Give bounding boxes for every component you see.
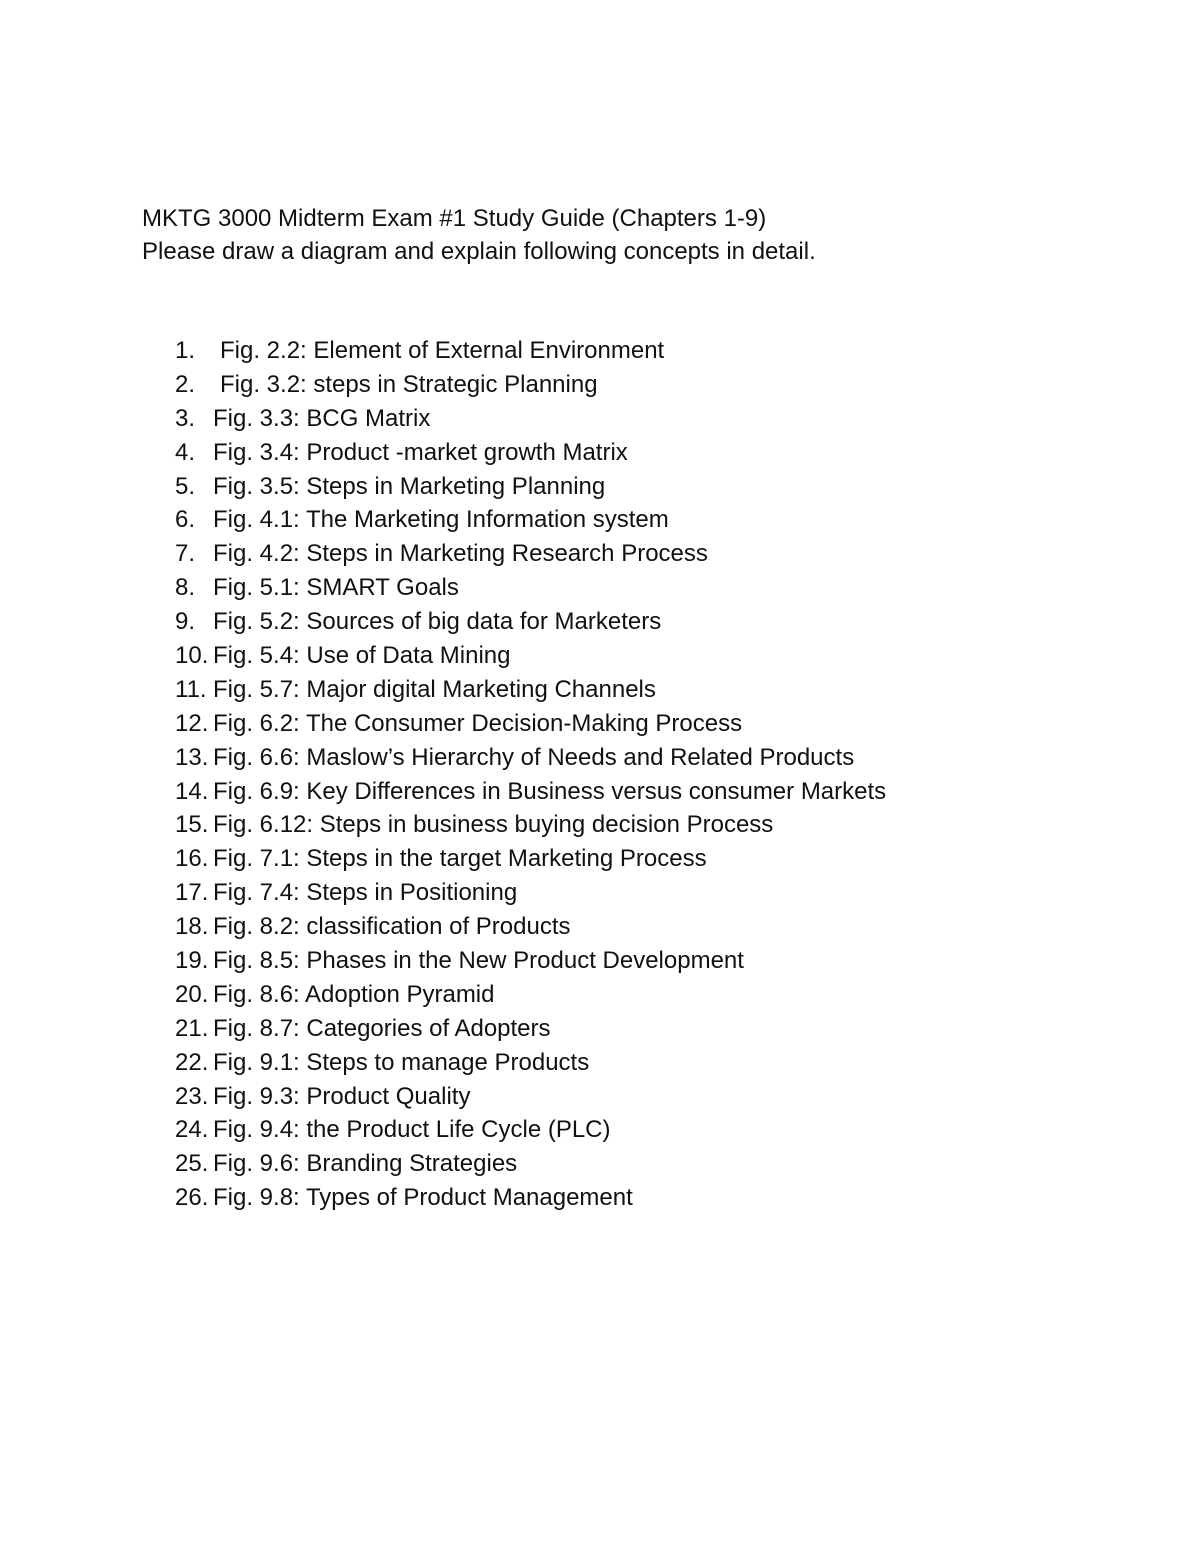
item-text: Fig. 9.6: Branding Strategies bbox=[213, 1150, 518, 1178]
item-text: Fig. 8.5: Phases in the New Product Development bbox=[213, 947, 744, 975]
list-item bbox=[175, 436, 1135, 470]
list-item bbox=[175, 503, 1135, 537]
item-text: Fig. 3.5: Steps in Marketing Planning bbox=[213, 472, 606, 500]
list-item bbox=[175, 402, 1135, 436]
item-text: Fig. 6.9: Key Differences in Business versus consumer Markets bbox=[213, 777, 887, 805]
list-item bbox=[175, 808, 1135, 842]
item-number: 25. bbox=[175, 1150, 209, 1178]
item-text: Fig. 9.4: the Product Life Cycle (PLC) bbox=[213, 1116, 611, 1144]
item-number: 3. bbox=[175, 404, 196, 432]
list-item bbox=[175, 978, 1135, 1012]
item-number: 16. bbox=[175, 845, 209, 873]
item-number: 15. bbox=[175, 811, 209, 839]
item-text: Fig. 5.4: Use of Data Mining bbox=[213, 642, 511, 670]
document-header bbox=[142, 202, 1122, 268]
item-number: 18. bbox=[175, 913, 209, 941]
list-item bbox=[175, 571, 1135, 605]
list-item bbox=[175, 673, 1135, 707]
item-text: Fig. 8.7: Categories of Adopters bbox=[213, 1014, 551, 1042]
list-item bbox=[175, 910, 1135, 944]
item-text: Fig. 5.7: Major digital Marketing Channels bbox=[213, 675, 656, 703]
item-text: Fig. 6.6: Maslow’s Hierarchy of Needs and Related Products bbox=[213, 743, 855, 771]
item-text: Fig. 3.3: BCG Matrix bbox=[213, 404, 431, 432]
list-item bbox=[175, 605, 1135, 639]
item-text: Fig. 5.2: Sources of big data for Marketers bbox=[213, 608, 662, 636]
list-item bbox=[175, 537, 1135, 571]
item-text: Fig. 9.3: Product Quality bbox=[213, 1082, 471, 1110]
item-text: Fig. 7.4: Steps in Positioning bbox=[213, 879, 518, 907]
item-text: Fig. 4.2: Steps in Marketing Research Process bbox=[213, 540, 708, 568]
list-item bbox=[175, 876, 1135, 910]
item-text: Fig. 5.1: SMART Goals bbox=[213, 574, 459, 602]
item-number: 13. bbox=[175, 743, 209, 771]
item-number: 24. bbox=[175, 1116, 209, 1144]
item-text: Fig. 9.8: Types of Product Management bbox=[213, 1184, 633, 1212]
item-number: 10. bbox=[175, 642, 209, 670]
list-item bbox=[175, 842, 1135, 876]
item-number: 20. bbox=[175, 980, 209, 1008]
list-item bbox=[175, 775, 1135, 809]
list-item bbox=[175, 1181, 1135, 1215]
list-item bbox=[175, 470, 1135, 504]
list-item bbox=[175, 707, 1135, 741]
item-number: 23. bbox=[175, 1082, 209, 1110]
list-item bbox=[175, 1147, 1135, 1181]
item-number: 12. bbox=[175, 709, 209, 737]
item-number: 7. bbox=[175, 540, 196, 568]
item-number: 5. bbox=[175, 472, 196, 500]
item-text: Fig. 6.12: Steps in business buying decision Process bbox=[213, 811, 774, 839]
list-item bbox=[175, 1012, 1135, 1046]
list-item bbox=[175, 741, 1135, 775]
item-number: 4. bbox=[175, 438, 196, 466]
list-item bbox=[175, 368, 1135, 402]
item-text: Fig. 6.2: The Consumer Decision-Making Process bbox=[213, 709, 743, 737]
list-item bbox=[175, 639, 1135, 673]
item-number: 22. bbox=[175, 1048, 209, 1076]
list-item bbox=[175, 1113, 1135, 1147]
item-number: 26. bbox=[175, 1184, 209, 1212]
item-number: 17. bbox=[175, 879, 209, 907]
item-number: 11. bbox=[175, 675, 207, 703]
item-number: 1. bbox=[175, 337, 196, 364]
document-title: MKTG 3000 Midterm Exam #1 Study Guide (Chapters 1-9) bbox=[142, 205, 767, 232]
item-number: 2. bbox=[175, 370, 196, 398]
item-text: Fig. 3.4: Product -market growth Matrix bbox=[213, 438, 628, 466]
item-text: Fig. 3.2: steps in Strategic Planning bbox=[220, 370, 598, 398]
item-number: 19. bbox=[175, 947, 209, 975]
list-item bbox=[175, 334, 1135, 368]
item-text: Fig. 4.1: The Marketing Information system bbox=[213, 506, 669, 534]
item-number: 14. bbox=[175, 777, 209, 805]
list-item bbox=[175, 944, 1135, 978]
list-item bbox=[175, 1046, 1135, 1080]
item-text: Fig. 7.1: Steps in the target Marketing Process bbox=[213, 845, 707, 873]
item-text: Fig. 8.6: Adoption Pyramid bbox=[213, 980, 495, 1008]
list-item bbox=[175, 1080, 1135, 1114]
item-number: 9. bbox=[175, 608, 196, 636]
item-number: 6. bbox=[175, 506, 196, 534]
concept-list bbox=[175, 334, 1135, 1215]
item-number: 21. bbox=[175, 1014, 209, 1042]
item-text: Fig. 8.2: classification of Products bbox=[213, 913, 571, 941]
item-text: Fig. 9.1: Steps to manage Products bbox=[213, 1048, 590, 1076]
item-text: Fig. 2.2: Element of External Environment bbox=[220, 337, 665, 364]
document-instruction: Please draw a diagram and explain following concepts in detail. bbox=[142, 238, 816, 265]
item-number: 8. bbox=[175, 574, 196, 602]
